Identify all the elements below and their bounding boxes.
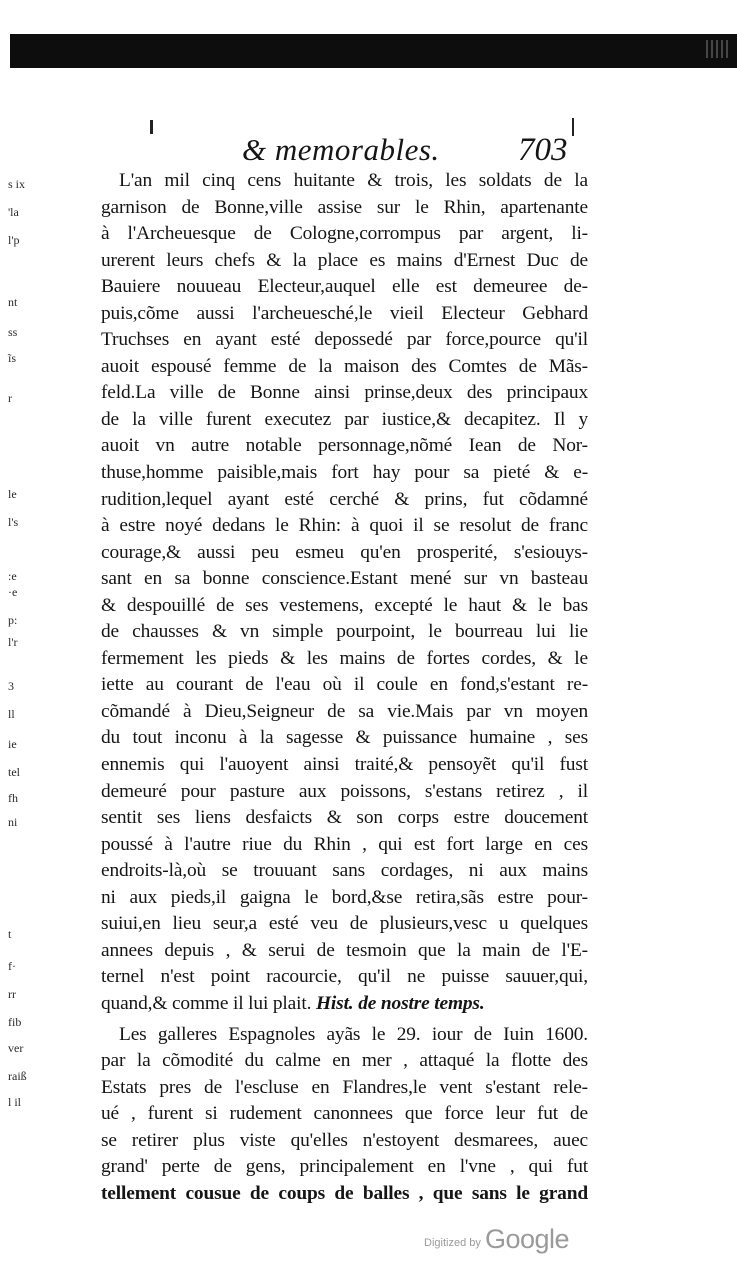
text-line: ué , furent si rudement canonnees que force leur fut de xyxy=(101,1103,588,1125)
margin-note: ver xyxy=(8,1041,24,1055)
margin-note: :e xyxy=(8,569,17,583)
watermark-prefix: Digitized by xyxy=(424,1237,481,1249)
margin-note: l il xyxy=(8,1095,22,1109)
text-line: du tout inconu à la sagesse & puissance humaine , ses xyxy=(101,727,588,749)
text-line: auoit vn autre notable personnage,nõmé Iean de Nor- xyxy=(101,435,588,457)
text-line: à estre noyé dedans le Rhin: à quoi il se resolut de franc xyxy=(101,515,588,537)
text-line: Estats pres de l'escluse en Flandres,le vent s'estant rele- xyxy=(101,1076,588,1098)
text-line-citation xyxy=(101,991,588,1018)
text-line: cõmandé à Dieu,Seigneur de sa vie.Mais par vn moyen xyxy=(101,700,588,722)
text-line: poussé à l'autre riue du Rhin , qui est fort large en ces xyxy=(101,833,588,855)
margin-note: r xyxy=(8,391,12,405)
google-logo: Google xyxy=(485,1224,570,1254)
text-line: à l'Archeuesque de Cologne,corrompus par argent, li- xyxy=(101,223,588,245)
text-line: puis,cõme aussi l'archeuesché,le vieil Electeur Gebhard xyxy=(101,302,588,324)
scan-top-bar xyxy=(10,34,737,68)
margin-note: p: xyxy=(8,613,18,627)
margin-note: t xyxy=(8,927,12,941)
margin-note: le xyxy=(8,487,17,501)
scan-bar-noise xyxy=(703,40,731,58)
text-line: sentit ses liens desfaicts & son corps estre doucement xyxy=(101,807,588,829)
text-line: ni aux pieds,il gaigna le bord,&se retira,sãs estre pour- xyxy=(101,886,588,908)
body-text xyxy=(101,168,588,1207)
margin-note: ·e xyxy=(8,585,18,599)
text-line: demeuré pour pasture aux poissons, s'estans retirez , il xyxy=(101,780,588,802)
text-line: ennemis qui l'auoyent ainsi traité,& pensoyẽt qu'il fust xyxy=(101,754,588,776)
margin-note: 3 xyxy=(8,679,14,693)
text-line: de la ville furent executez par iustice,& decapitez. Il y xyxy=(101,408,588,430)
text-line: ternel n'est point racourcie, qu'il ne puisse sauuer,qui, xyxy=(101,966,588,988)
text-line: feld.La ville de Bonne ainsi prinse,deux des principaux xyxy=(101,382,588,404)
margin-note: 'la xyxy=(8,205,19,219)
text-line: garnison de Bonne,ville assise sur le Rhin, apartenante xyxy=(101,196,588,218)
text-line: iette au courant de l'eau où il coule en fond,s'estant re- xyxy=(101,674,588,696)
text-line: suiui,en lieu seur,a esté veu de plusieurs,vesc u quelques xyxy=(101,913,588,935)
text-line: courage,& aussi peu esmeu qu'en prosperité, s'esiouys- xyxy=(101,541,588,563)
margin-note: s ix xyxy=(8,177,26,191)
text-line: fermement les pieds & les mains de fortes cordes, & le xyxy=(101,647,588,669)
text-line: se retirer plus viste qu'elles n'estoyent desmarees, auec xyxy=(101,1129,588,1151)
digitized-watermark xyxy=(424,1224,604,1264)
text-line: annees depuis , & serui de tesmoin que la main de l'E- xyxy=(101,939,588,961)
margin-note: l'r xyxy=(8,635,18,649)
text-line: L'an mil cinq cens huitante & trois, les soldats de la xyxy=(119,170,588,191)
text-line: urerent leurs chefs & la place es mains d'Ernest Duc de xyxy=(101,249,588,271)
margin-note: raiß xyxy=(8,1069,27,1083)
text-line: grand' perte de gens, principalement en l'vne , qui fut xyxy=(101,1156,588,1178)
text-line: sant en sa bonne conscience.Estant mené sur vn basteau xyxy=(101,568,588,590)
margin-note: ll xyxy=(8,707,15,721)
margin-note: tel xyxy=(8,765,20,779)
page-number: 703 xyxy=(518,132,568,168)
text-line: & despouillé de ses vestemens, excepté le haut & le bas xyxy=(101,594,588,616)
margin-note: rr xyxy=(8,987,16,1001)
text-line: de chausses & vn simple pourpoint, le bourreau lui lie xyxy=(101,621,588,643)
text-line: Les galleres Espagnoles ayãs le 29. iour de Iuin 1600. xyxy=(119,1023,588,1045)
text-line: endroits-là,où se trouuant sans cordages, ni aux mains xyxy=(101,860,588,882)
text-line: auoit espousé femme de la maison des Comtes de Mãs- xyxy=(101,355,588,377)
margin-note: l's xyxy=(8,515,19,529)
margin-note: fib xyxy=(8,1015,22,1029)
margin-note: f· xyxy=(8,959,16,973)
margin-note: ĩs xyxy=(8,351,17,365)
margin-note: ss xyxy=(8,325,18,339)
margin-note: nt xyxy=(8,295,18,309)
page-header xyxy=(100,132,590,172)
line-text: quand,& comme il lui plait. xyxy=(101,992,316,1014)
text-line: par la cõmodité du calme en mer , attaqué la flotte des xyxy=(101,1050,588,1072)
text-line: Truchses en ayant esté depossedé par force,pource qu'il xyxy=(101,329,588,351)
margin-note: ni xyxy=(8,815,18,829)
text-line: tellement cousue de coups de balles , que sans le grand xyxy=(101,1182,588,1204)
text-line: thuse,homme paisible,mais fort hay pour sa pieté & e- xyxy=(101,462,588,484)
text-line: Bauiere nouueau Electeur,auquel elle est demeuree de- xyxy=(101,276,588,298)
margin-note: fh xyxy=(8,791,18,805)
margin-note: l'p xyxy=(8,233,20,247)
running-title: & memorables. xyxy=(242,132,440,167)
source-citation: Hist. de nostre temps. xyxy=(316,992,485,1014)
text-line: rudition,lequel ayant esté cerché & prins, fut cõdamné xyxy=(101,488,588,510)
margin-note: ie xyxy=(8,737,17,751)
